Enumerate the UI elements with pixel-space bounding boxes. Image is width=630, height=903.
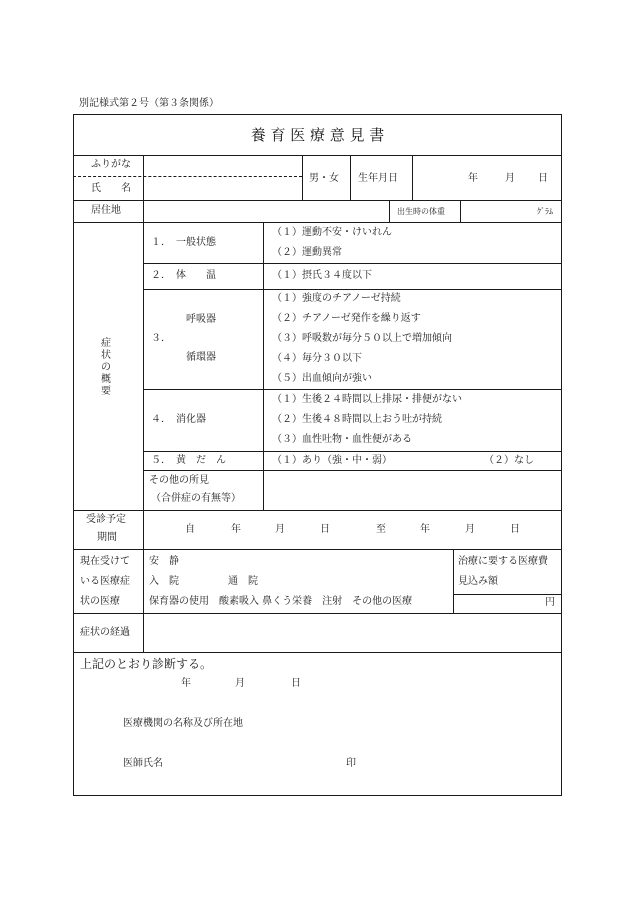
progress-label: 症状の経過 [80,627,130,638]
digestive-item: （１）生後２４時間以上排尿・排便がない [272,394,462,405]
form-title: 養 育 医 療 意 見 書 [250,126,385,144]
cost-sublabel: 見込み額 [458,576,498,587]
row-line [143,389,562,390]
diagnosis-month: 月 [235,678,245,689]
digestive-label: ４． 消化器 [151,414,206,425]
digestive-item: （３）血性吐物・血性便がある [272,434,412,445]
circulatory-label: 循環器 [186,352,216,363]
visit-period-label: 受診予定 [86,514,126,525]
general-item: （２）運動異常 [272,247,342,258]
col-line [263,222,264,510]
respiratory-item: （５）出血傾向が強い [272,373,372,384]
sex-label: 男・女 [309,173,339,184]
general-item: （１）運動不安・けいれん [272,227,392,238]
birth-year-label: 年 [468,173,478,184]
doctor-name-label: 医師氏名 [123,758,163,769]
respiratory-item: （３）呼吸数が毎分５０以上で増加傾向 [272,333,452,344]
row-line [143,289,562,290]
diagnosis-year: 年 [181,678,191,689]
birth-weight-label: 出生時の体重 [397,207,445,216]
col-line [302,155,303,201]
row-line [143,263,562,264]
respiratory-number: ３． [151,333,171,344]
yen-unit: 円 [545,597,555,608]
temperature-item: （１）摂氏３４度以下 [272,270,372,281]
frame-bottom-line [73,795,562,796]
col-line [350,155,351,201]
respiratory-item: （４）毎分３０以下 [272,353,362,364]
birth-day-label: 日 [538,173,548,184]
current-treatment-label: 現在受けて [80,556,130,567]
cost-label: 治療に要する医療費 [458,556,548,567]
respiratory-item: （２）チアノーゼ発作を繰り返す [272,313,421,324]
current-treatment-label: いる医療症 [80,576,130,587]
other-findings-sublabel: （合併症の有無等） [151,493,241,504]
row-line [73,222,562,223]
procedures-options: 保育器の使用 酸素吸入 鼻くう栄養 注射 その他の医療 [149,596,413,607]
form-number: 別記様式第２号（第３条関係） [79,98,219,109]
institution-label: 医療機関の名称及び所在地 [123,718,243,729]
row-line [143,470,562,471]
digestive-item: （２）生後４８時間以上おう吐が持続 [272,414,442,425]
row-line [73,549,562,550]
frame-left-line [73,114,74,796]
general-condition-label: １． 一般状態 [151,237,216,248]
visit-to-year: 年 [420,524,430,535]
furigana-separator [73,176,302,177]
row-line [73,613,562,614]
temperature-label: ２． 体 温 [151,270,216,281]
respiratory-label: 呼吸器 [186,314,216,325]
row-line [73,652,562,653]
other-findings-label: その他の所見 [149,475,209,486]
address-label: 居住地 [91,205,121,216]
birthdate-label: 生年月日 [358,173,398,184]
visit-from-label: 自 [185,524,195,535]
row-line [453,594,562,595]
diagnosis-statement: 上記のとおり診断する。 [80,657,213,671]
row-line [73,155,562,156]
jaundice-label: ５． 黄 だ ん [151,455,226,466]
row-line [73,200,562,201]
respiratory-item: （１）強度のチアノーゼ持続 [272,293,401,304]
col-line [460,200,461,223]
outpatient-option: 通 院 [228,576,258,587]
visit-to-label: 至 [376,524,386,535]
current-treatment-label: 状の医療 [80,596,120,607]
visit-period-sublabel: 期間 [97,532,117,543]
frame-top-line [73,114,562,115]
visit-to-day: 日 [510,524,520,535]
furigana-label: ふりがな [91,159,131,170]
col-line [412,155,413,201]
visit-to-month: 月 [465,524,475,535]
symptoms-section-label: 症状の概要 [101,338,111,397]
inpatient-option: 入 院 [149,576,179,587]
row-line [73,510,562,511]
col-line [453,549,454,614]
jaundice-option-no: （２）なし [484,455,534,466]
frame-right-line [561,114,562,796]
jaundice-option-yes: （１）あり（強・中・弱） [272,455,392,466]
row-line [143,451,562,452]
birth-month-label: 月 [505,173,515,184]
diagnosis-day: 日 [291,678,301,689]
visit-from-year: 年 [231,524,241,535]
gram-unit: ｸﾞﾗﾑ [537,207,553,216]
rest-option: 安 静 [149,556,179,567]
visit-from-day: 日 [320,524,330,535]
name-label: 氏 名 [91,183,131,194]
col-line [389,200,390,223]
seal-mark: 印 [346,758,356,769]
visit-from-month: 月 [275,524,285,535]
col-line [143,155,144,652]
